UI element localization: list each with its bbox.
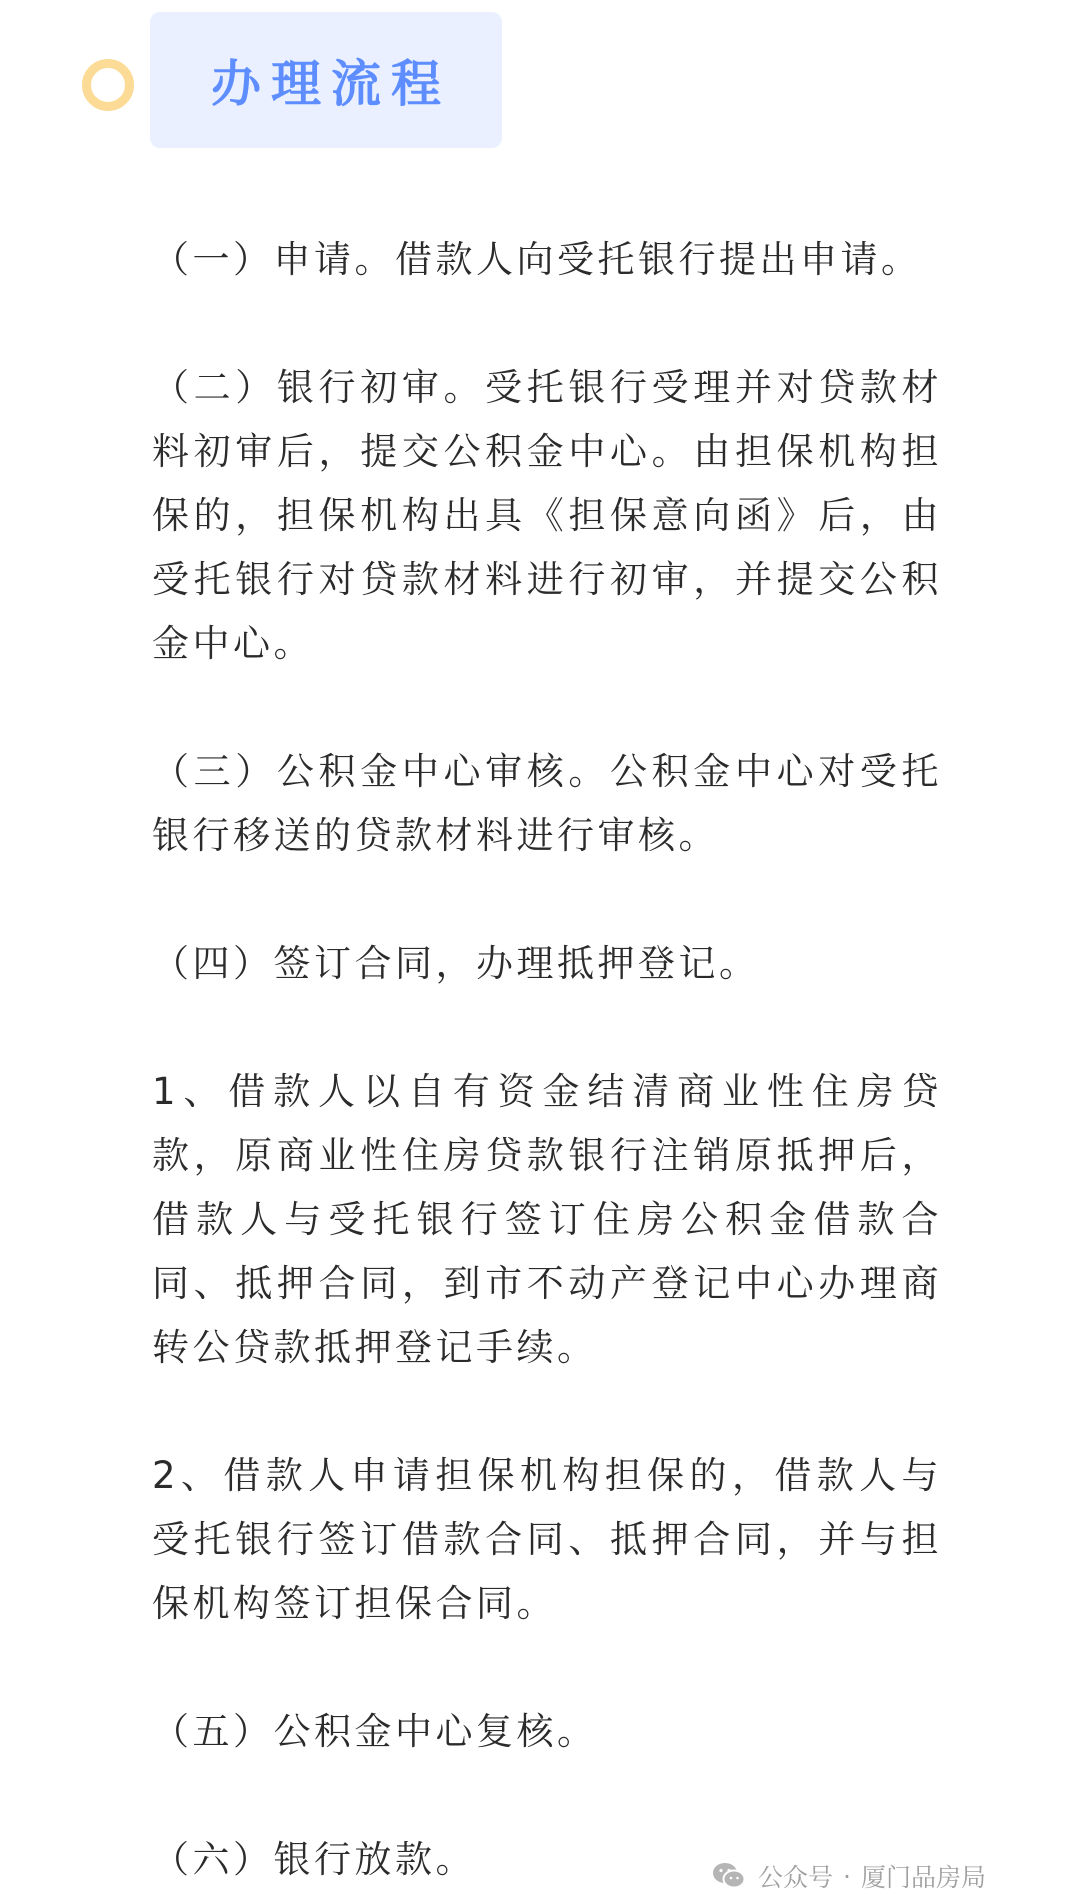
header-title-box xyxy=(150,12,502,148)
section-title: 办理流程 xyxy=(211,55,451,113)
step-4-item-1-paragraph: 1、借款人以自有资金结清商业性住房贷款，原商业性住房贷款银行注销原抵押后，借款人与受托银行签订住房公积金借款合同、抵押合同，到市不动产登记中心办理商转公贷款抵押登记手续。 xyxy=(152,1070,942,1369)
watermark-account-name: 厦门品房局 xyxy=(860,1863,986,1892)
step-1-paragraph: （一）申请。借款人向受托银行提出申请。 xyxy=(152,238,922,281)
article-body xyxy=(152,228,942,1892)
step-4-paragraph: （四）签订合同，办理抵押登记。 xyxy=(152,942,760,985)
watermark-prefix: 公众号 xyxy=(758,1863,834,1892)
wechat-watermark xyxy=(712,1858,986,1894)
watermark-separator: · xyxy=(843,1861,851,1891)
header-circle-decoration xyxy=(82,59,134,111)
section-header xyxy=(82,12,502,148)
step-4-item-2-paragraph: 2、借款人申请担保机构担保的，借款人与受托银行签订借款合同、抵押合同，并与担保机构签订担保合同。 xyxy=(152,1454,942,1625)
step-6-paragraph: （六）银行放款。 xyxy=(152,1838,476,1881)
step-3-paragraph: （三）公积金中心审核。公积金中心对受托银行移送的贷款材料进行审核。 xyxy=(152,750,942,857)
step-2-paragraph: （二）银行初审。受托银行受理并对贷款材料初审后，提交公积金中心。由担保机构担保的，担保机构出具《担保意向函》后，由受托银行对贷款材料进行初审，并提交公积金中心。 xyxy=(152,366,942,665)
step-5-paragraph: （五）公积金中心复核。 xyxy=(152,1710,598,1753)
wechat-icon xyxy=(712,1861,746,1891)
